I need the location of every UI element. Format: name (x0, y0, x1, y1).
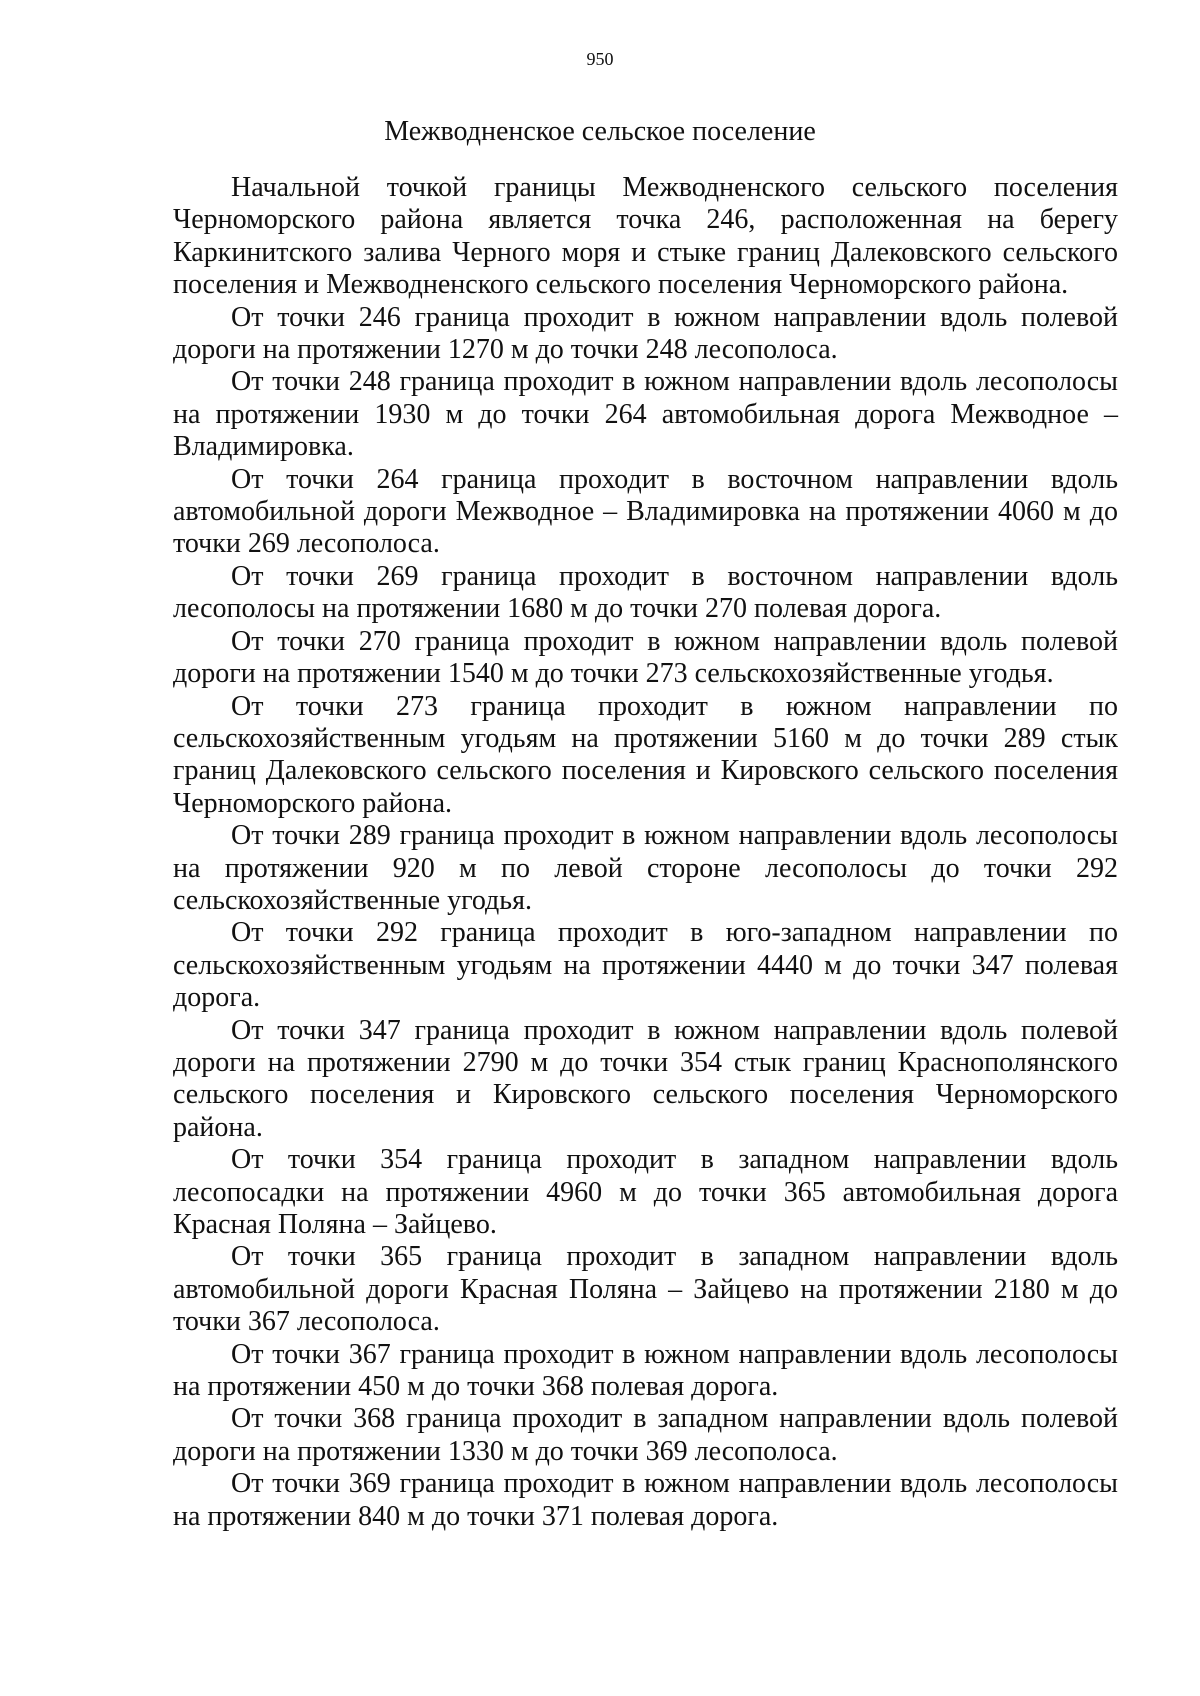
page-number: 950 (586, 49, 614, 69)
paragraph: От точки 347 граница проходит в южном направлении вдоль полевой дороги на протяжении 2790 м до точки 354 стык границ Краснополянского сельского поселения и Кировского сельского поселения Черноморского района. (173, 1014, 1118, 1143)
paragraph: От точки 292 граница проходит в юго-западном направлении по сельскохозяйственным угодьям на протяжении 4440 м до точки 347 полевая дорога. (173, 917, 1118, 1014)
paragraph: От точки 269 граница проходит в восточном направлении вдоль лесополосы на протяжении 1680 м до точки 270 полевая дорога. (173, 560, 1118, 625)
document-body (173, 172, 1118, 1533)
paragraph: От точки 264 граница проходит в восточном направлении вдоль автомобильной дороги Межводное – Владимировка на протяжении 4060 м до точки 269 лесополоса. (173, 463, 1118, 560)
paragraph: Начальной точкой границы Межводненского сельского поселения Черноморского района является точка 246, расположенная на берегу Каркинитского залива Черного моря и стыке границ Далековского сельского поселения и Межводненского сельского поселения Черноморского района. (173, 172, 1118, 301)
paragraph: От точки 368 граница проходит в западном направлении вдоль полевой дороги на протяжении 1330 м до точки 369 лесополоса. (173, 1403, 1118, 1467)
paragraph: От точки 246 граница проходит в южном направлении вдоль полевой дороги на протяжении 1270 м до точки 248 лесополоса. (173, 301, 1118, 366)
paragraph: От точки 367 граница проходит в южном направлении вдоль лесополосы на протяжении 450 м до точки 368 полевая дорога. (173, 1338, 1118, 1403)
paragraph: От точки 354 граница проходит в западном направлении вдоль лесопосадки на протяжении 4960 м до точки 365 автомобильная дорога Красная Поляна – Зайцево. (173, 1144, 1118, 1240)
paragraph: От точки 270 граница проходит в южном направлении вдоль полевой дороги на протяжении 1540 м до точки 273 сельскохозяйственные угодья. (173, 625, 1118, 690)
paragraph: От точки 369 граница проходит в южном направлении вдоль лесополосы на протяжении 840 м до точки 371 полевая дорога. (173, 1468, 1118, 1532)
paragraph: От точки 365 граница проходит в западном направлении вдоль автомобильной дороги Красная Поляна – Зайцево на протяжении 2180 м до точки 367 лесополоса. (173, 1241, 1118, 1338)
paragraph: От точки 248 граница проходит в южном направлении вдоль лесополосы на протяжении 1930 м до точки 264 автомобильная дорога Межводное – Владимировка. (173, 366, 1118, 463)
paragraph: От точки 289 граница проходит в южном направлении вдоль лесополосы на протяжении 920 м по левой стороне лесополосы до точки 292 сельскохозяйственные угодья. (173, 820, 1118, 916)
paragraph: От точки 273 граница проходит в южном направлении по сельскохозяйственным угодьям на протяжении 5160 м до точки 289 стык границ Далековского сельского поселения и Кировского сельского поселения Черноморского района. (173, 690, 1118, 819)
page-title: Межводненское сельское поселение (384, 116, 816, 147)
